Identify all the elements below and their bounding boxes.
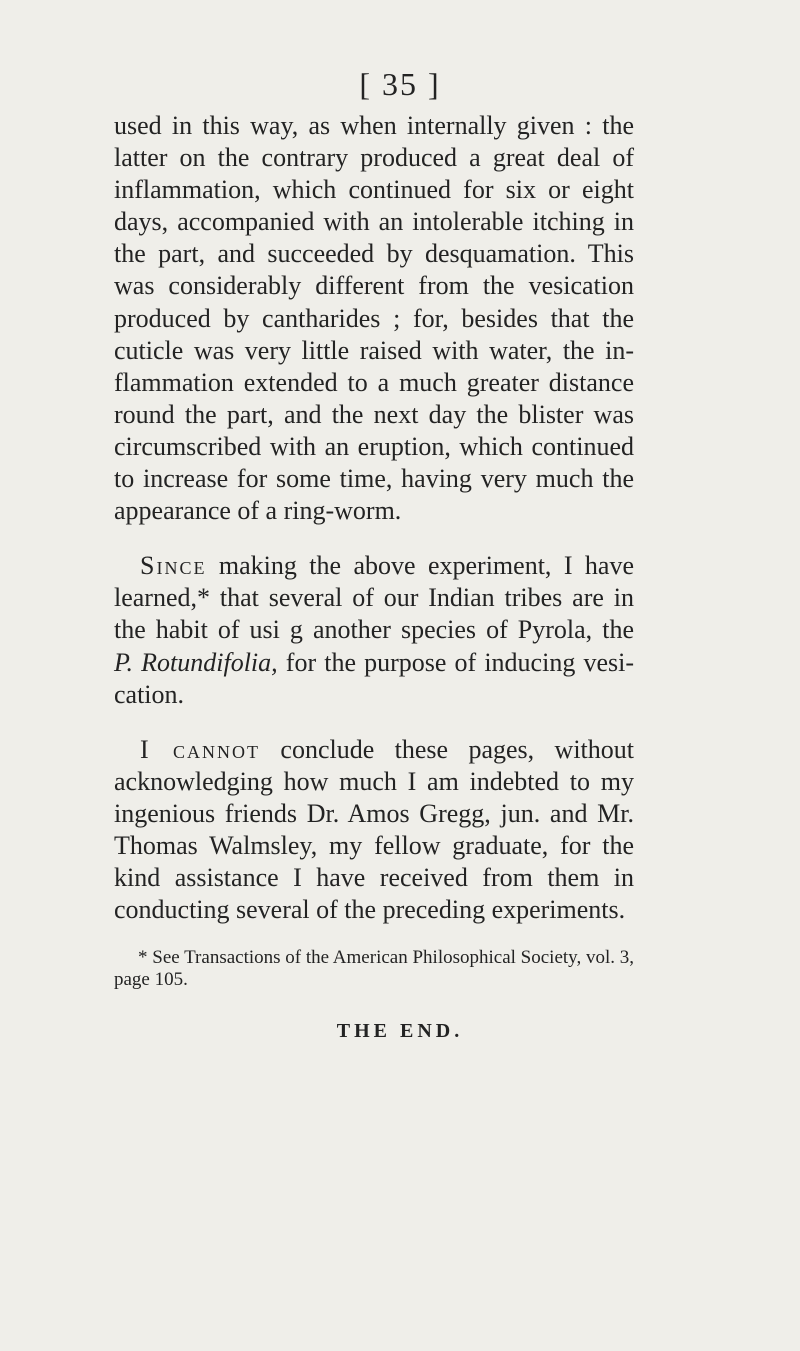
text-line: used in this way, as when internally given : the — [114, 111, 634, 140]
paragraph-pyrola — [114, 550, 634, 710]
line-text: for the purpose of inducing vesi- — [277, 647, 634, 677]
line-text: making the above experiment, I have — [206, 551, 634, 581]
text-line: appearance of a ring-worm. — [114, 496, 402, 526]
paragraph-acknowledgement — [114, 734, 634, 927]
text-line: learned,* that several of our Indian tribes are in — [114, 583, 634, 613]
footnote — [114, 947, 634, 991]
text-line: flammation extended to a much greater distance — [114, 367, 634, 397]
paragraph-vesication — [114, 110, 634, 527]
line-text: conclude these pages, without — [260, 734, 634, 764]
text-line: kind assistance I have received from them in — [114, 863, 634, 893]
text-line — [114, 647, 634, 679]
text-line: produced by cantharides ; for, besides that the — [114, 303, 634, 333]
text-line: Thomas Walmsley, my fellow graduate, for the — [114, 830, 634, 860]
text-line: conducting several of the preceding experiments. — [114, 895, 626, 925]
species-name: P. Rotundifolia, — [114, 647, 278, 677]
page-number: [ 35 ] — [359, 66, 441, 102]
the-end-heading: THE END. — [336, 1020, 464, 1042]
text-line: to increase for some time, having very much the — [114, 464, 634, 494]
text-line: round the part, and the next day the blister was — [114, 399, 634, 429]
text-line: cuticle was very little raised with water, the in- — [114, 335, 634, 365]
text-line — [114, 550, 634, 582]
footnote-line: page 105. — [114, 969, 188, 991]
text-line: cation. — [114, 679, 185, 709]
body-text — [114, 110, 634, 991]
text-line: latter on the contrary produced a great deal of — [114, 143, 634, 173]
footnote-line: * See Transactions of the American Philosophical Society, vol. 3, — [138, 947, 634, 969]
text-line: was considerably different from the vesication — [114, 271, 634, 301]
text-line: ingenious friends Dr. Amos Gregg, jun. and Mr. — [114, 798, 634, 828]
text-line: the part, and succeeded by desquamation. This — [114, 239, 634, 269]
lead-word: I cannot — [140, 734, 261, 764]
text-line: inflammation, which continued for six or eight — [114, 175, 634, 205]
text-line — [114, 734, 634, 766]
text-line: days, accompanied with an intolerable itching in — [114, 207, 634, 237]
text-line: acknowledging how much I am indebted to my — [114, 766, 634, 796]
lead-word: Since — [140, 551, 207, 581]
text-line: the habit of usi g another species of Pyrola, the — [114, 615, 634, 645]
text-line: circumscribed with an eruption, which continued — [114, 431, 634, 461]
